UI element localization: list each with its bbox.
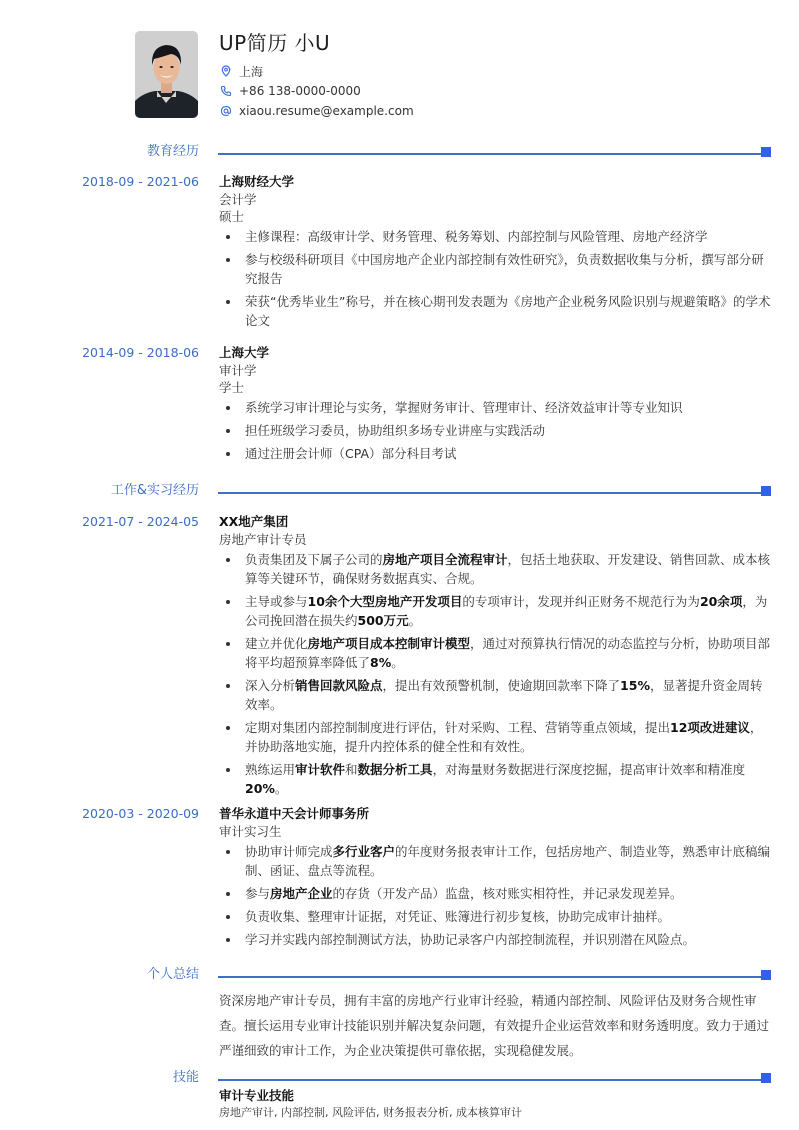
job-role: 审计实习生	[219, 824, 282, 839]
location-pin-icon	[219, 64, 233, 78]
entry-body	[219, 805, 771, 953]
contact-location	[219, 61, 414, 81]
section-marker	[761, 147, 771, 157]
section-skills-header	[0, 1068, 799, 1088]
avatar	[135, 31, 198, 118]
section-divider	[218, 153, 761, 155]
section-summary-header	[0, 965, 799, 985]
portrait-photo	[135, 31, 198, 118]
bullet-list	[219, 550, 771, 798]
list-item: 主修课程：高级审计学、财务管理、税务筹划、内部控制与风险管理、房地产经济学	[219, 227, 771, 246]
major: 审计学	[219, 363, 257, 378]
candidate-name: UP简历 小U	[219, 31, 331, 55]
skill-group-title: 审计专业技能	[219, 1088, 295, 1103]
at-sign-icon	[219, 104, 233, 118]
entry-body	[219, 513, 771, 802]
section-divider	[218, 492, 761, 494]
company-name: XX地产集团	[219, 514, 289, 529]
contact-phone	[219, 81, 414, 101]
resume-header	[135, 31, 414, 121]
entry-date: 2020-03 - 2020-09	[82, 806, 199, 821]
school-name: 上海财经大学	[219, 174, 295, 189]
school-name: 上海大学	[219, 345, 270, 360]
list-item: 参与房地产企业的存货（开发产品）监盘，核对账实相符性，并记录发现差异。	[219, 884, 771, 903]
bullet-list	[219, 398, 771, 463]
entry-date: 2014-09 - 2018-06	[82, 345, 199, 360]
company-name: 普华永道中天会计师事务所	[219, 806, 370, 821]
section-divider	[218, 976, 761, 978]
list-item: 协助审计师完成多行业客户的年度财务报表审计工作，包括房地产、制造业等，熟悉审计底稿编制、函证、盘点等流程。	[219, 842, 771, 880]
list-item: 深入分析销售回款风险点，提出有效预警机制，使逾期回款率下降了15%，显著提升资金周转效率。	[219, 676, 771, 714]
section-marker	[761, 970, 771, 980]
list-item: 荣获“优秀毕业生”称号，并在核心期刊发表题为《房地产企业税务风险识别与规避策略》的学术论文	[219, 292, 771, 330]
degree: 硕士	[219, 209, 245, 224]
entry-date: 2018-09 - 2021-06	[82, 174, 199, 189]
list-item: 学习并实践内部控制测试方法，协助记录客户内部控制流程，并识别潜在风险点。	[219, 930, 771, 949]
entry-body	[219, 344, 771, 467]
bullet-list	[219, 842, 771, 949]
list-item: 通过注册会计师（CPA）部分科目考试	[219, 444, 771, 463]
list-item: 定期对集团内部控制制度进行评估，针对采购、工程、营销等重点领域，提出12项改进建议，并协助落地实施，提升内控体系的健全性和有效性。	[219, 718, 771, 756]
section-marker	[761, 1073, 771, 1083]
entry-body	[219, 173, 771, 334]
section-marker	[761, 486, 771, 496]
list-item: 熟练运用审计软件和数据分析工具，对海量财务数据进行深度挖掘，提高审计效率和精准度20%。	[219, 760, 771, 798]
major: 会计学	[219, 192, 257, 207]
section-education-header	[0, 142, 799, 162]
contact-email	[219, 101, 414, 121]
job-role: 房地产审计专员	[219, 532, 307, 547]
list-item: 建立并优化房地产项目成本控制审计模型，通过对预算执行情况的动态监控与分析，协助项目部将平均超预算率降低了8%。	[219, 634, 771, 672]
skill-group	[219, 1087, 771, 1121]
list-item: 负责收集、整理审计证据，对凭证、账簿进行初步复核，协助完成审计抽样。	[219, 907, 771, 926]
section-title: 教育经历	[146, 144, 199, 159]
list-item: 系统学习审计理论与实务，掌握财务审计、管理审计、经济效益审计等专业知识	[219, 398, 771, 417]
contact-list	[219, 61, 414, 121]
entry-date: 2021-07 - 2024-05	[82, 514, 199, 529]
phone-text: +86 138-0000-0000	[239, 84, 361, 98]
list-item: 担任班级学习委员，协助组织多场专业讲座与实践活动	[219, 421, 771, 440]
section-title: 技能	[172, 1070, 199, 1085]
section-title: 工作&实习经历	[110, 483, 199, 498]
section-divider	[218, 1079, 761, 1081]
list-item: 主导或参与10余个大型房地产开发项目的专项审计，发现并纠正财务不规范行为为20余项，为公司挽回潜在损失约500万元。	[219, 592, 771, 630]
section-work-header	[0, 481, 799, 501]
bullet-list	[219, 227, 771, 330]
email-text: xiaou.resume@example.com	[239, 104, 414, 118]
degree: 学士	[219, 380, 245, 395]
header-info	[219, 31, 414, 121]
section-title: 个人总结	[146, 967, 199, 982]
phone-icon	[219, 84, 233, 98]
list-item: 负责集团及下属子公司的房地产项目全流程审计，包括土地获取、开发建设、销售回款、成本核算等关键环节，确保财务数据真实、合规。	[219, 550, 771, 588]
list-item: 参与校级科研项目《中国房地产企业内部控制有效性研究》，负责数据收集与分析，撰写部分研究报告	[219, 250, 771, 288]
skill-items: 房地产审计, 内部控制, 风险评估, 财务报表分析, 成本核算审计	[219, 1106, 522, 1119]
location-text: 上海	[239, 64, 264, 79]
summary-text: 资深房地产审计专员，拥有丰富的房地产行业审计经验，精通内部控制、风险评估及财务合规性审查。擅长运用专业审计技能识别并解决复杂问题，有效提升企业运营效率和财务透明度。致力于通过严谨细致的审计工作，为企业决策提供可靠依据，实现稳健发展。	[219, 993, 770, 1058]
